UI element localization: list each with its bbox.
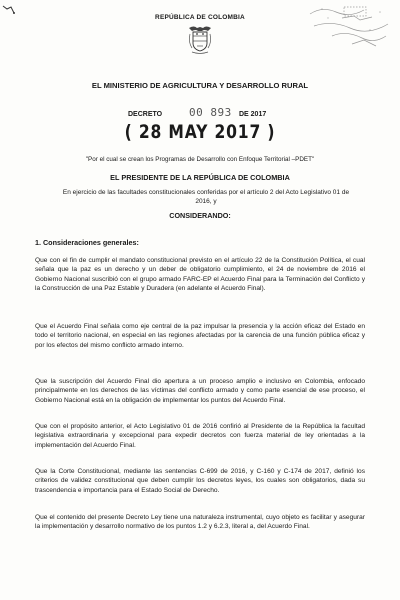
paragraph: Que el Acuerdo Final señala como eje central de la paz impulsar la presencia y la acción eficaz del Estado en todo el territorio nacional, en especial en las regiones afectadas por la carencia de una función pública eficaz y por los efectos del mismo conflicto armado interno. xyxy=(35,323,365,349)
powers-statement: En ejercicio de las facultades constitucionales conferidas por el artículo 2 del Acto Legislativo 01 de 2016, y xyxy=(62,189,350,206)
decree-year-label: DE 2017 xyxy=(239,111,267,118)
paragraph: Que con el propósito anterior, el Acto Legislativo 01 de 2016 confirió al Presidente de la República la facultad legislativa extraordinaria y excepcional para expedir decretos con fuerza material de ley orientadas a la implementación del Acuerdo Final. xyxy=(35,423,365,449)
country-heading: REPÚBLICA DE COLOMBIA xyxy=(155,14,245,21)
decree-label: DECRETO xyxy=(128,111,163,118)
date-stamp: ( 28 MAY 2017 ) xyxy=(124,121,276,143)
decree-number: 00 893 xyxy=(189,106,232,119)
ministry-heading: EL MINISTERIO DE AGRICULTURA Y DESARROLLO RURAL xyxy=(91,81,309,90)
paragraph: Que la suscripción del Acuerdo Final dio apertura a un proceso amplio e inclusivo en Colombia, enfocado principalmente en los derechos de las víctimas del conflicto armado y como parte esencial de ese proceso, el Gobierno Nacional está en la obligación de implementar los puntos del Acuerdo Final. xyxy=(35,378,365,404)
paragraph: Que la Corte Constitucional, mediante las sentencias C-699 de 2016, y C-160 y C-174 de 2017, definió los criterios de validez constitucional que deben cumplir los decretos leyes, los cuales son obligatorios, dada su trascendencia e importancia para el Estado Social de Derecho. xyxy=(35,468,365,494)
paragraph: Que el contenido del presente Decreto Ley tiene una naturaleza instrumental, cuyo objeto es facilitar y asegurar la implementación y desarrollo normativo de los puntos 1.2 y 6.2.3, literal a, del Acuerdo Final. xyxy=(35,514,365,531)
considerando-heading: CONSIDERANDO: xyxy=(169,211,231,220)
section-heading: 1. Consideraciones generales: xyxy=(35,238,139,247)
issuer-heading: EL PRESIDENTE DE LA REPÚBLICA DE COLOMBIA xyxy=(110,173,290,182)
colombia-coat-of-arms-icon xyxy=(185,24,215,58)
decree-purpose: "Por el cual se crean los Programas de Desarrollo con Enfoque Territorial –PDET" xyxy=(85,156,315,163)
handwritten-stamp-icon xyxy=(302,0,394,56)
decree-number-line xyxy=(0,106,400,121)
decree-date: 28 MAY 2017 xyxy=(138,121,262,143)
paragraph: Que con el fin de cumplir el mandato constitucional previsto en el artículo 22 de la Constitución Política, el cual señala que la paz es un derecho y un deber de obligatorio cumplimiento, el 24 de noviembre de 2016 el Gobierno Nacional suscribió con el grupo armado FARC-EP el Acuerdo Final para la Terminación del Conflicto y la Construcción de una Paz Estable y Duradera (en adelante el Acuerdo Final). xyxy=(35,257,365,292)
